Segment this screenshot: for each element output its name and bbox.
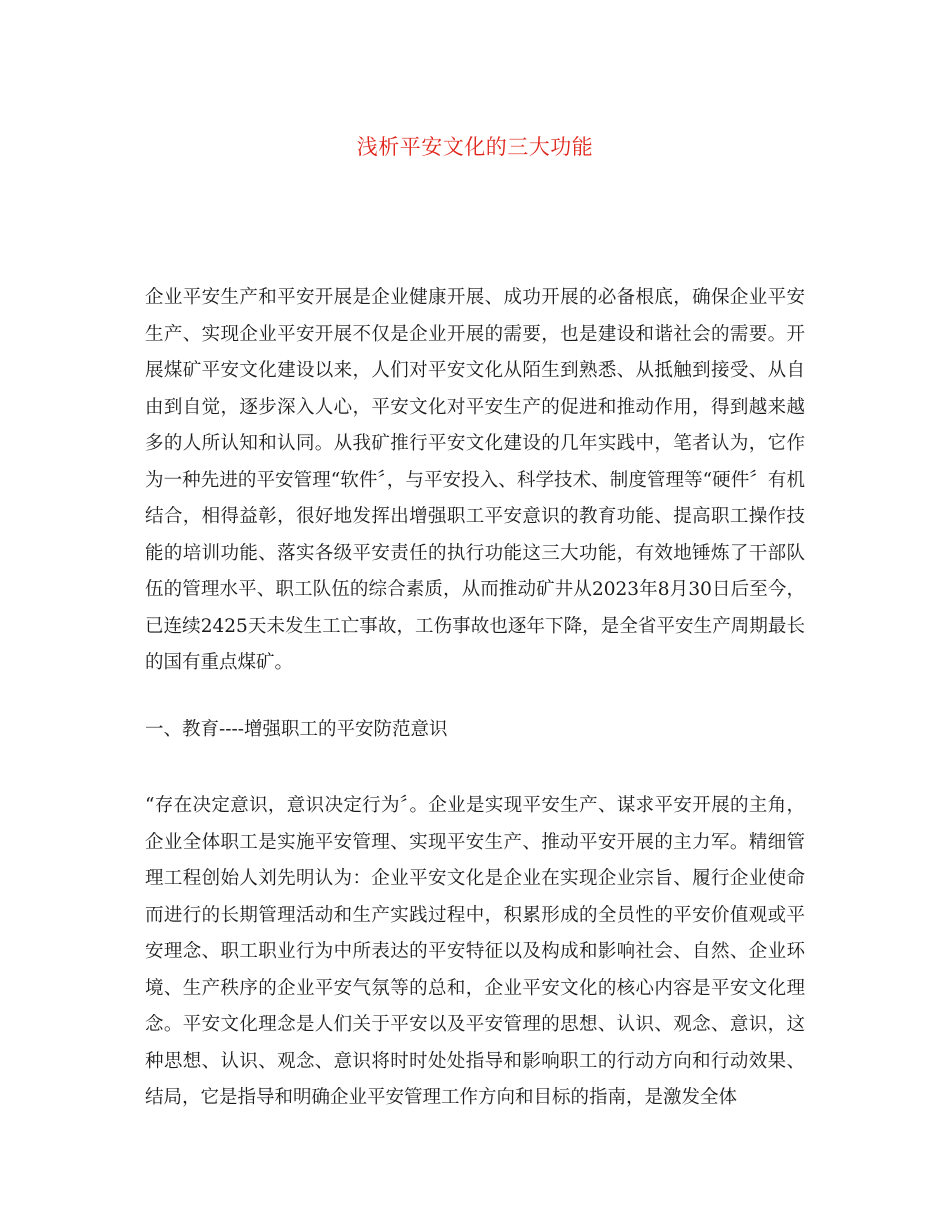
paragraph-intro: 企业平安生产和平安开展是企业健康开展、成功开展的必备根底，确保企业平安生产、实现企业平安开展不仅是企业开展的需要，也是建设和谐社会的需要。开展煤矿平安文化建设以来，人们对平安文化从陌生到熟悉、从抵触到接受、从自由到自觉，逐步深入人心，平安文化对平安生产的促进和推动作用，得到越来越多的人所认知和认同。从我矿推行平安文化建设的几年实践中，笔者认为，它作为一种先进的平安管理“软件〞，与平安投入、科学技术、制度管理等“硬件〞有机结合，相得益彰，很好地发挥出增强职工平安意识的教育功能、提高职工操作技能的培训功能、落实各级平安责任的执行功能这三大功能，有效地锤炼了干部队伍的管理水平、职工队伍的综合素质，从而推动矿井从2023年8月30日后至今，已连续2425天未发生工亡事故，工伤事故也逐年下降，是全省平安生产周期最长的国有重点煤矿。 (145, 287, 805, 673)
document-title: 浅析平安文化的三大功能 (356, 135, 594, 159)
section-heading-education: 一、教育----增强职工的平安防范意识 (145, 719, 448, 740)
paragraph-education: “存在决定意识，意识决定行为〞。企业是实现平安生产、谋求平安开展的主角，企业全体职工是实施平安管理、实现平安生产、推动平安开展的主力军。精细管理工程创始人刘先明认为：企业平安文化是企业在实现企业宗旨、履行企业使命而进行的长期管理活动和生产实践过程中，积累形成的全员性的平安价值观或平安理念、职工职业行为中所表达的平安特征以及构成和影响社会、自然、企业环境、生产秩序的企业平安气氛等的总和，企业平安文化的核心内容是平安文化理念。平安文化理念是人们关于平安以及平安管理的思想、认识、观念、意识，这种思想、认识、观念、意识将时时处处指导和影响职工的行动方向和行动效果、结局，它是指导和明确企业平安管理工作方向和目标的指南，是激发全体 (145, 795, 805, 1108)
